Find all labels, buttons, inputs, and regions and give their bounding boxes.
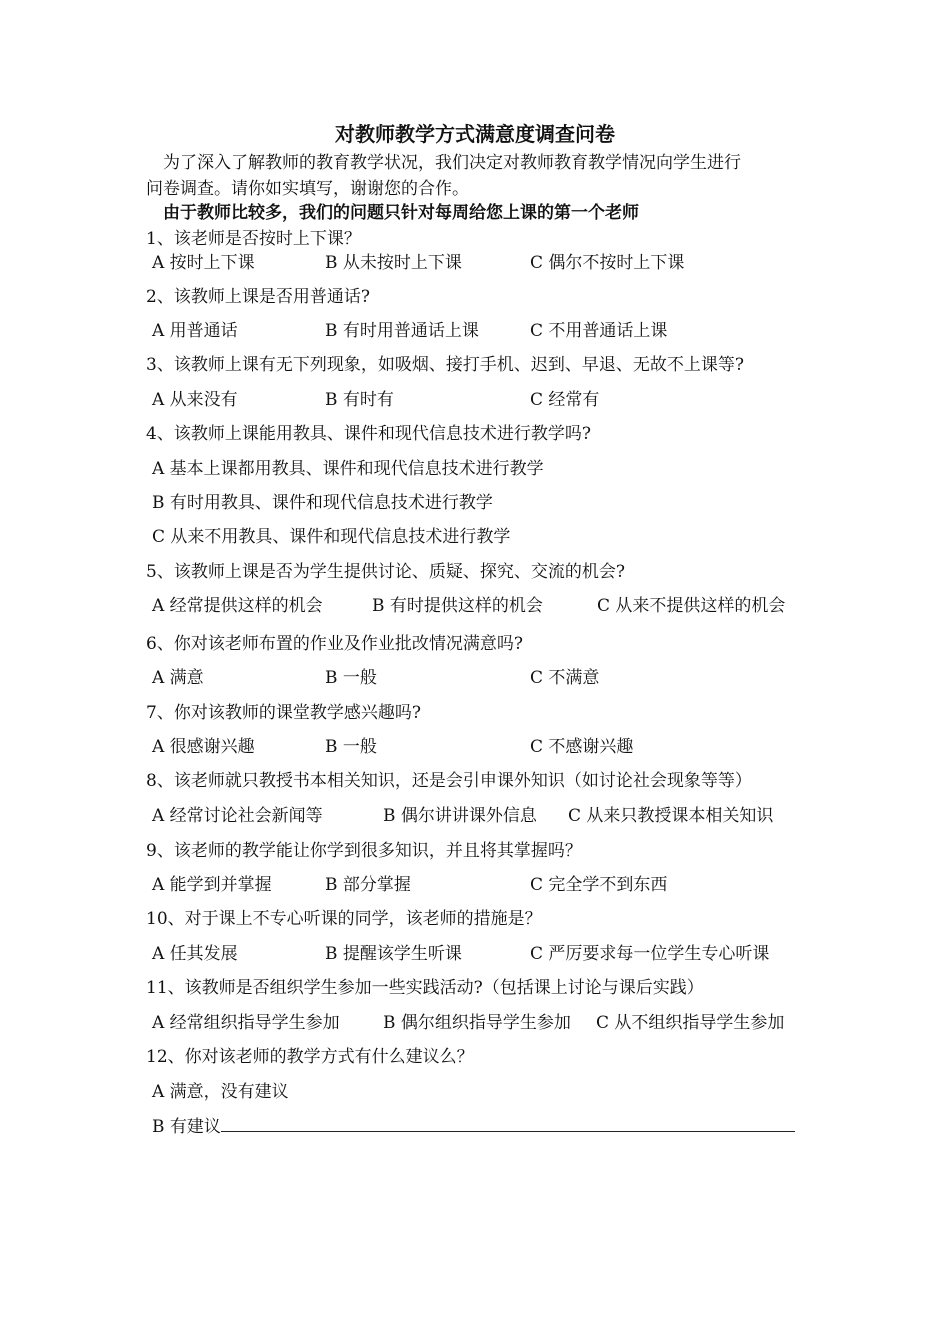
notice-text: 由于教师比较多，我们的问题只针对每周给您上课的第一个老师 xyxy=(163,203,639,223)
q5-option-b[interactable]: B 有时提供这样的机会 xyxy=(372,596,543,616)
q10-option-b[interactable]: B 提醒该学生听课 xyxy=(325,944,462,964)
question-3: 3、该教师上课有无下列现象，如吸烟、接打手机、迟到、早退、无故不上课等? xyxy=(146,355,744,375)
q11-option-a[interactable]: A 经常组织指导学生参加 xyxy=(152,1013,340,1033)
question-9: 9、该老师的教学能让你学到很多知识，并且将其掌握吗？ xyxy=(146,841,582,861)
q4-option-a[interactable]: A 基本上课都用教具、课件和现代信息技术进行教学 xyxy=(152,459,544,479)
document-title: 对教师教学方式满意度调查问卷 xyxy=(335,122,615,146)
q3-option-a[interactable]: A 从来没有 xyxy=(152,390,238,410)
q4-option-b[interactable]: B 有时用教具、课件和现代信息技术进行教学 xyxy=(152,493,493,513)
q12-option-b-row xyxy=(152,1113,795,1140)
q7-option-c[interactable]: C 不感谢兴趣 xyxy=(530,737,634,757)
q7-option-b[interactable]: B 一般 xyxy=(325,737,377,757)
q2-option-c[interactable]: C 不用普通话上课 xyxy=(530,321,668,341)
intro-line-2: 问卷调查。请你如实填写，谢谢您的合作。 xyxy=(146,179,469,199)
question-2: 2、该教师上课是否用普通话? xyxy=(146,287,370,307)
q3-option-b[interactable]: B 有时有 xyxy=(325,390,394,410)
q1-option-b[interactable]: B 从未按时上下课 xyxy=(325,253,462,273)
q8-option-a[interactable]: A 经常讨论社会新闻等 xyxy=(152,806,323,826)
question-4: 4、该教师上课能用教具、课件和现代信息技术进行教学吗? xyxy=(146,424,591,444)
q10-option-a[interactable]: A 任其发展 xyxy=(152,944,238,964)
question-5: 5、该教师上课是否为学生提供讨论、质疑、探究、交流的机会? xyxy=(146,562,625,582)
q6-option-a[interactable]: A 满意 xyxy=(152,668,204,688)
q9-option-c[interactable]: C 完全学不到东西 xyxy=(530,875,668,895)
q9-option-b[interactable]: B 部分掌握 xyxy=(325,875,411,895)
q10-option-c[interactable]: C 严厉要求每一位学生专心听课 xyxy=(530,944,770,964)
q5-option-a[interactable]: A 经常提供这样的机会 xyxy=(152,596,323,616)
intro-line-1: 为了深入了解教师的教育教学状况，我们决定对教师教育教学情况向学生进行 xyxy=(163,153,741,173)
q1-option-a[interactable]: A 按时上下课 xyxy=(152,253,255,273)
question-1: 1、该老师是否按时上下课？ xyxy=(146,229,361,249)
question-11: 11、该教师是否组织学生参加一些实践活动?（包括课上讨论与课后实践） xyxy=(146,978,704,998)
q8-option-b[interactable]: B 偶尔讲讲课外信息 xyxy=(383,806,537,826)
q12-option-a[interactable]: A 满意，没有建议 xyxy=(152,1082,289,1102)
q8-option-c[interactable]: C 从来只教授课本相关知识 xyxy=(568,806,774,826)
question-12: 12、你对该老师的教学方式有什么建议么？ xyxy=(146,1047,474,1067)
q2-option-b[interactable]: B 有时用普通话上课 xyxy=(325,321,479,341)
intro-paragraph xyxy=(146,150,826,202)
question-10: 10、对于课上不专心听课的同学，该老师的措施是？ xyxy=(146,909,542,929)
q5-option-c[interactable]: C 从来不提供这样的机会 xyxy=(597,596,786,616)
suggestion-blank-line[interactable] xyxy=(221,1113,795,1132)
q7-option-a[interactable]: A 很感谢兴趣 xyxy=(152,737,255,757)
q2-option-a[interactable]: A 用普通话 xyxy=(152,321,238,341)
q3-option-c[interactable]: C 经常有 xyxy=(530,390,600,410)
q1-option-c[interactable]: C 偶尔不按时上下课 xyxy=(530,253,685,273)
q11-option-c[interactable]: C 从不组织指导学生参加 xyxy=(596,1013,785,1033)
q12-option-b[interactable]: B 有建议 xyxy=(152,1117,221,1137)
question-6: 6、你对该老师布置的作业及作业批改情况满意吗? xyxy=(146,634,523,654)
q11-option-b[interactable]: B 偶尔组织指导学生参加 xyxy=(383,1013,571,1033)
question-7: 7、你对该教师的课堂教学感兴趣吗? xyxy=(146,703,421,723)
q6-option-c[interactable]: C 不满意 xyxy=(530,668,600,688)
q6-option-b[interactable]: B 一般 xyxy=(325,668,377,688)
question-8: 8、该老师就只教授书本相关知识，还是会引申课外知识（如讨论社会现象等等） xyxy=(146,771,752,791)
q9-option-a[interactable]: A 能学到并掌握 xyxy=(152,875,272,895)
q4-option-c[interactable]: C 从来不用教具、课件和现代信息技术进行教学 xyxy=(152,527,511,547)
